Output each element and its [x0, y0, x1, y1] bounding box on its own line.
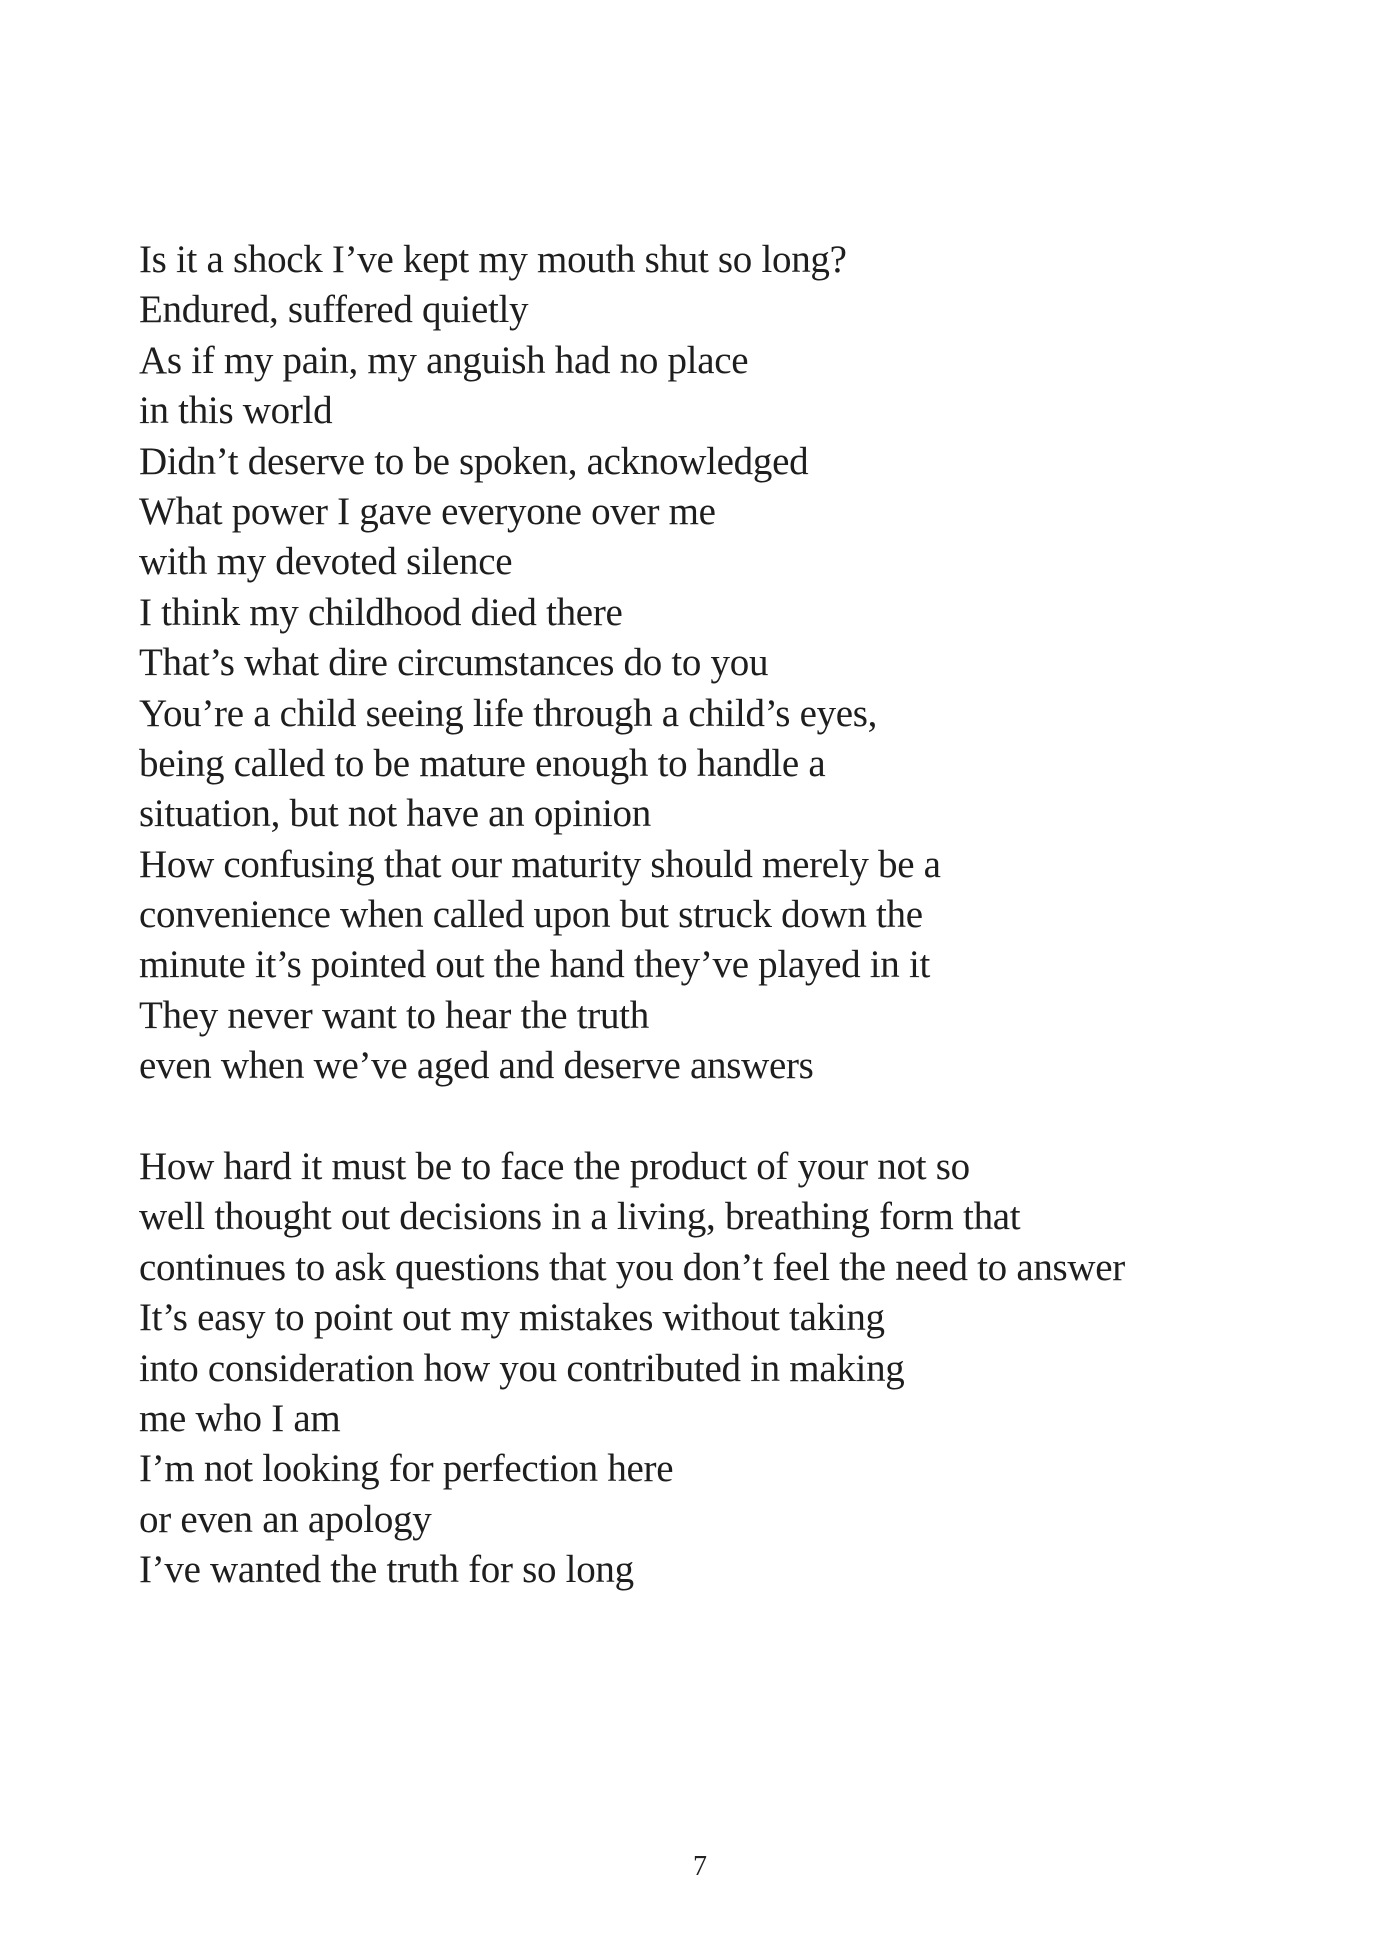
- poem-line: How hard it must be to face the product of your not so: [139, 1145, 970, 1189]
- poem-line: It’s easy to point out my mistakes without taking: [139, 1296, 885, 1340]
- poem-line: situation, but not have an opinion: [139, 792, 651, 836]
- poem-line: Didn’t deserve to be spoken, acknowledged: [139, 439, 809, 483]
- poem-line: minute it’s pointed out the hand they’ve played in it: [139, 943, 931, 987]
- poem-line: I think my childhood died there: [139, 590, 623, 634]
- poem-body: [139, 235, 1339, 1596]
- poem-line: Endured, suffered quietly: [139, 288, 529, 332]
- poem-line: well thought out decisions in a living, breathing form that: [139, 1195, 1021, 1239]
- poem-line: Is it a shock I’ve kept my mouth shut so long?: [139, 238, 847, 281]
- poem-line: You’re a child seeing life through a child’s eyes,: [139, 691, 878, 735]
- poem-line: continues to ask questions that you don’t feel the need to answer: [139, 1245, 1125, 1289]
- poem-line: I’m not looking for perfection here: [139, 1447, 674, 1491]
- stanza-2: [139, 1142, 1339, 1596]
- poem-line: As if my pain, my anguish had no place: [139, 338, 749, 382]
- poem-line: into consideration how you contributed in making: [139, 1346, 905, 1390]
- poem-line: How confusing that our maturity should merely be a: [139, 842, 941, 886]
- stanza-1: [139, 235, 1339, 1092]
- poem-line: They never want to hear the truth: [139, 993, 649, 1037]
- poem-line: What power I gave everyone over me: [139, 489, 716, 533]
- poem-line: convenience when called upon but struck down the: [139, 893, 923, 937]
- poem-line: I’ve wanted the truth for so long: [139, 1548, 634, 1592]
- poem-line: with my devoted silence: [139, 540, 513, 584]
- page-number: 7: [693, 1851, 707, 1882]
- poem-line: even when we’ve aged and deserve answers: [139, 1044, 814, 1088]
- poem-line: or even an apology: [139, 1497, 432, 1541]
- poem-line: me who I am: [139, 1396, 341, 1440]
- poem-line: in this world: [139, 389, 333, 433]
- poem-line: being called to be mature enough to handle a: [139, 741, 826, 785]
- poem-line: That’s what dire circumstances do to you: [139, 641, 769, 685]
